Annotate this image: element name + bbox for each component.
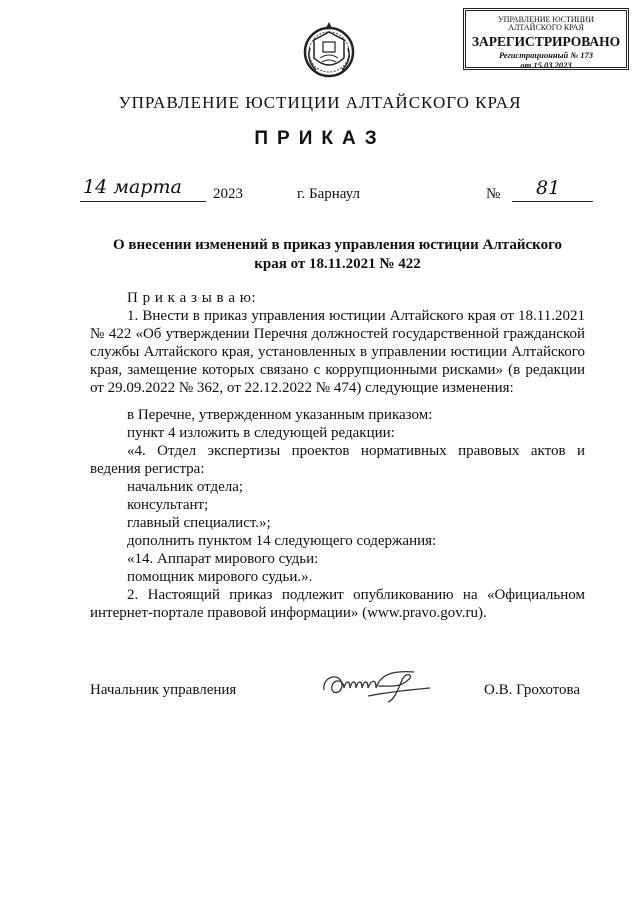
registration-stamp [463, 8, 629, 70]
year: 2023 [213, 186, 243, 202]
paragraph-3: 2. Настоящий приказ подлежит опубликованию на «Официальном интернет-портале правовой информации» (www.pravo.gov.ru). [90, 587, 585, 621]
title-line-2: края от 18.11.2021 № 422 [254, 256, 421, 272]
document-title [90, 236, 585, 274]
line-point-14: «14. Аппарат мирового судьи: [127, 551, 319, 567]
title-line-1: О внесении изменений в приказ управления юстиции Алтайского [112, 237, 563, 253]
handwritten-date: 14 марта [83, 176, 182, 198]
stamp-registered: ЗАРЕГИСТРИРОВАНО [471, 34, 621, 49]
paragraph-2: «4. Отдел экспертизы проектов нормативных правовых актов и ведения регистра: [90, 443, 585, 477]
agency-name: УПРАВЛЕНИЕ ЮСТИЦИИ АЛТАЙСКОГО КРАЯ [118, 93, 522, 112]
date-field [80, 176, 206, 202]
signature-icon [318, 666, 438, 706]
handwritten-number: 81 [536, 177, 561, 199]
number-sign: № [486, 186, 501, 202]
line-assistant: помощник мирового судьи.». [127, 569, 313, 585]
signatory-name: О.В. Грохотова [484, 682, 581, 698]
order-word: П р и к а з ы в а ю: [127, 290, 257, 306]
line-consultant: консультант; [127, 497, 209, 513]
signatory-position: Начальник управления [90, 682, 237, 698]
line-point-4: пункт 4 изложить в следующей редакции: [127, 425, 395, 441]
stamp-line-1: УПРАВЛЕНИЕ ЮСТИЦИИ [498, 15, 594, 24]
line-chief-specialist: главный специалист.»; [127, 515, 271, 531]
coat-of-arms-emblem-icon [298, 18, 360, 82]
city: г. Барнаул [297, 186, 360, 202]
document-type: ПРИКАЗ [254, 128, 386, 149]
line-add-point-14: дополнить пунктом 14 следующего содержания: [127, 533, 437, 549]
line-in-list: в Перечне, утвержденном указанным приказом: [127, 407, 433, 423]
paragraph-1: 1. Внести в приказ управления юстиции Алтайского края от 18.11.2021 № 422 «Об утверждении Перечня должностей государственной гражданской службы Алтайского края, установленных в управлении юстиции Алтайского края, замещение которых связано с коррупционными рисками» (в редакции от 29.09.2022 № 362, от 22.12.2022 № 474) следующие изменения: [90, 308, 585, 396]
stamp-reg-number: Регистрационный № 173 [499, 50, 593, 60]
number-field [512, 177, 593, 202]
line-head-of-dept: начальник отдела; [127, 479, 244, 495]
stamp-reg-date: от 15.03.2023 [520, 60, 572, 70]
stamp-line-2: АЛТАЙСКОГО КРАЯ [508, 23, 584, 32]
